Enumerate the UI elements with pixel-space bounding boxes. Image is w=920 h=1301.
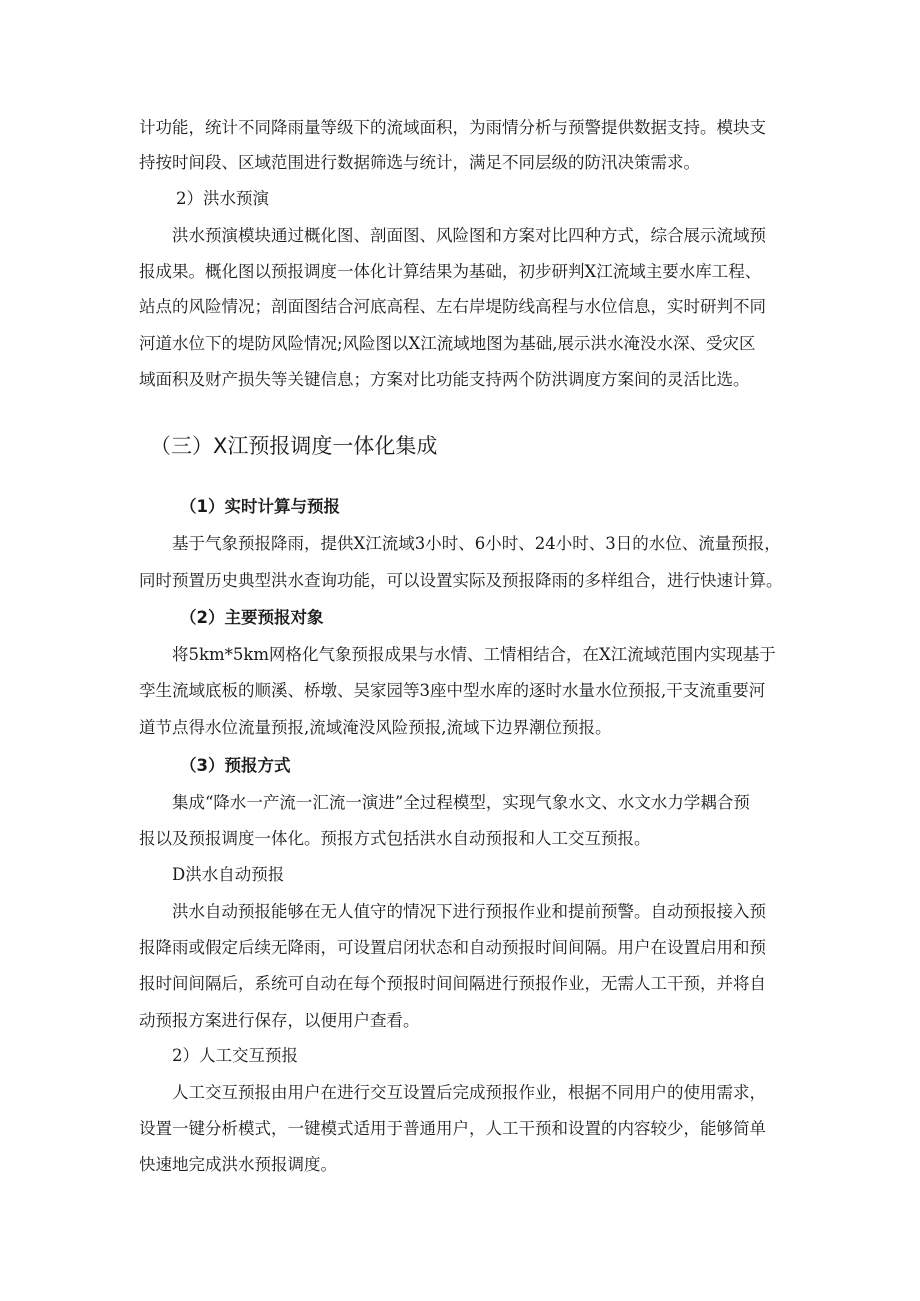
paragraph-line: 孪生流域底板的顺溪、桥墩、吴家园等3座中型水库的逐时水量水位预报,干支流重要河 [139,681,766,700]
paragraph-line: 洪水自动预报能够在无人值守的情况下进行预报作业和提前预警。自动预报接入预 [172,902,766,921]
paragraph-line: 持按时间段、区域范围进行数据筛选与统计，满足不同层级的防汛决策需求。 [139,153,700,172]
paragraph-line: 设置一键分析模式，一键模式适用于普通用户，人工干预和设置的内容较少，能够简单 [139,1119,766,1138]
subsection-title-flood-simulation: 2）洪水预演 [176,189,269,208]
subsection-title-manual-forecast: 2）人工交互预报 [172,1046,298,1065]
paragraph-line: 河道水位下的堤防风险情况;风险图以X江流域地图为基础,展示洪水淹没水深、受灾区 [139,334,756,353]
subheading-realtime-forecast: （1）实时计算与预报 [180,497,340,516]
paragraph-line: 集成“降水一产流一汇流一演进”全过程模型，实现气象水文、水文水力学耦合预 [172,793,750,812]
paragraph-line: 人工交互预报由用户在进行交互设置后完成预报作业，根据不同用户的使用需求， [172,1083,766,1102]
paragraph-line: 报时间间隔后，系统可自动在每个预报时间间隔进行预报作业，无需人工干预，并将自 [139,974,766,993]
paragraph-line: 域面积及财产损失等关键信息；方案对比功能支持两个防洪调度方案间的灵活比选。 [139,370,750,389]
paragraph-line: 报以及预报调度一体化。预报方式包括洪水自动预报和人工交互预报。 [139,829,651,848]
subheading-forecast-mode: （3）预报方式 [180,756,291,775]
paragraph-line: 将5km*5km网格化气象预报成果与水情、工情相结合，在X江流域范围内实现基于 [172,645,776,664]
paragraph-line: 站点的风险情况；剖面图结合河底高程、左右岸堤防线高程与水位信息，实时研判不同 [139,297,766,316]
paragraph-line: 同时预置历史典型洪水查询功能，可以设置实际及预报降雨的多样组合，进行快速计算。 [139,571,783,590]
paragraph-line: 动预报方案进行保存，以便用户查看。 [139,1011,420,1030]
section-heading: （三）X江预报调度一体化集成 [150,434,438,458]
paragraph-line: 道节点得水位流量预报,流域淹没风险预报,流域下边界潮位预报。 [139,718,612,737]
subheading-forecast-objects: （2）主要预报对象 [180,608,324,627]
subsection-title-auto-forecast: D洪水自动预报 [172,865,285,884]
paragraph-line: 快速地完成洪水预报调度。 [139,1155,337,1174]
paragraph-line: 报降雨或假定后续无降雨，可设置启闭状态和自动预报时间间隔。用户在设置启用和预 [139,938,766,957]
paragraph-line: 报成果。概化图以预报调度一体化计算结果为基础，初步研判X江流域主要水库工程、 [139,262,762,281]
paragraph-line: 洪水预演模块通过概化图、剖面图、风险图和方案对比四种方式，综合展示流域预 [172,226,766,245]
paragraph-line: 计功能，统计不同降雨量等级下的流域面积，为雨情分析与预警提供数据支持。模块支 [139,118,766,137]
paragraph-line: 基于气象预报降雨，提供X江流域3小时、6小时、24小时、3日的水位、流量预报， [172,534,781,553]
